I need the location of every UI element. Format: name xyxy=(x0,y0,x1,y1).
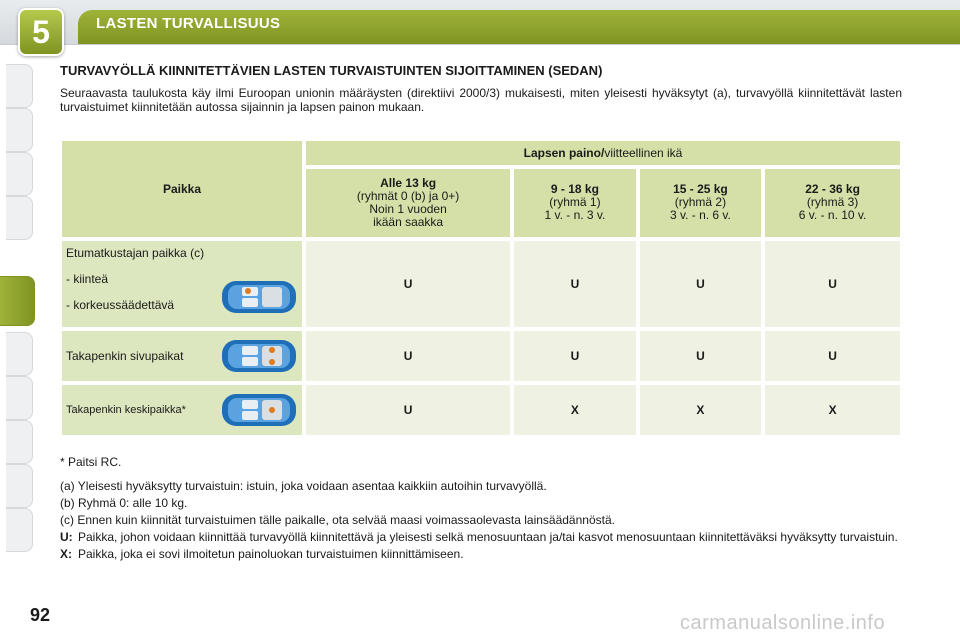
weight-age: Noin 1 vuoden xyxy=(369,201,447,216)
weight-range: 9 - 18 kg xyxy=(550,182,599,197)
side-tab[interactable] xyxy=(6,64,33,108)
table-cell: U xyxy=(765,331,900,381)
footnote-b: (b) Ryhmä 0: alle 10 kg. xyxy=(60,496,188,510)
child-seat-table xyxy=(58,137,904,439)
watermark: carmanualsonline.info xyxy=(680,612,886,634)
weight-age: 6 v. - n. 10 v. xyxy=(798,208,867,223)
chapter-number-badge: 5 xyxy=(18,8,64,56)
legend-x-text: Paikka, joka ei sovi ilmoitetun painoluokan turvaistuimen kiinnittämiseen. xyxy=(78,547,464,561)
seat-label-adjustable: - korkeussäädettävä xyxy=(66,298,175,312)
weight-header-label: Lapsen paino/ xyxy=(523,145,605,160)
weight-class-header xyxy=(514,169,636,237)
seat-label: Takapenkin sivupaikat xyxy=(66,349,184,363)
side-tab[interactable] xyxy=(6,152,33,196)
table-cell: U xyxy=(640,241,762,327)
chapter-title: LASTEN TURVALLISUUS xyxy=(96,15,281,32)
car-seat-diagram-icon xyxy=(220,336,298,376)
weight-range: 15 - 25 kg xyxy=(673,182,728,197)
intro-paragraph: Seuraavasta taulukosta käy ilmi Euroopan unionin määräysten (direktiivi 2000/3) mukaisesti, miten yleisesti hyväksytyt (a), turvavyöllä kiinnitettävät lasten turvaistuimet kiinnitetään autossa sijainnin ja lapsen painon mukaan. xyxy=(60,86,902,114)
legend-x xyxy=(60,547,906,561)
side-tab[interactable] xyxy=(6,108,33,152)
weight-class-header xyxy=(640,169,762,237)
table-cell: U xyxy=(306,241,510,327)
seat-label: Takapenkin keskipaikka* xyxy=(66,404,186,416)
legend-u-text: Paikka, johon voidaan kiinnittää turvavyöllä kiinnitettävä ja yleisesti selkä menosuuntaan ja/tai kasvot menosuuntaan kiinnitettäväksi hyväksytty turvaistuin. xyxy=(78,530,898,544)
weight-group: (ryhmät 0 (b) ja 0+) xyxy=(356,188,460,203)
seat-position-rear-side xyxy=(62,331,302,381)
table-cell: X xyxy=(514,385,636,435)
footnotes xyxy=(60,455,906,564)
side-tab[interactable] xyxy=(6,464,33,508)
car-seat-diagram-icon xyxy=(220,277,298,317)
weight-group: (ryhmä 1) xyxy=(549,195,601,210)
legend-u xyxy=(60,530,906,544)
table-cell: U xyxy=(306,385,510,435)
legend-x-key: X: xyxy=(60,547,72,561)
seat-label: Etumatkustajan paikka (c) xyxy=(66,246,205,260)
seat-label-fixed: - kiinteä xyxy=(66,272,109,286)
weight-header-sub: viitteellinen ikä xyxy=(604,145,683,160)
car-seat-diagram-icon xyxy=(220,390,298,430)
section-title: TURVAVYÖLLÄ KIINNITETTÄVIEN LASTEN TURVAISTUINTEN SIJOITTAMINEN (SEDAN) xyxy=(60,63,603,78)
footnote-c: (c) Ennen kuin kiinnität turvaistuimen tälle paikalle, ota selvää maasi voimassaolevasta lainsäädännöstä. xyxy=(60,513,615,527)
side-tab[interactable] xyxy=(6,196,33,240)
weight-age: 3 v. - n. 6 v. xyxy=(669,208,731,223)
weight-age-cont: ikään saakka xyxy=(373,214,444,229)
table-cell: U xyxy=(514,241,636,327)
table-cell: X xyxy=(640,385,762,435)
weight-header xyxy=(306,141,900,165)
side-tab[interactable] xyxy=(6,376,33,420)
footnote-a: (a) Yleisesti hyväksytty turvaistuin: istuin, joka voidaan asentaa kaikkiin autoihin turvavyöllä. xyxy=(60,479,547,493)
seat-position-front xyxy=(62,241,302,327)
weight-range: 22 - 36 kg xyxy=(805,182,860,197)
side-chapter-tabs xyxy=(0,60,34,580)
table-cell: U xyxy=(640,331,762,381)
weight-class-header xyxy=(765,169,900,237)
weight-age: 1 v. - n. 3 v. xyxy=(544,208,606,223)
page-number: 92 xyxy=(30,605,51,625)
side-tab[interactable] xyxy=(6,420,33,464)
weight-range: Alle 13 kg xyxy=(380,175,437,190)
table-cell: U xyxy=(765,241,900,327)
side-tab-active[interactable] xyxy=(0,276,35,326)
seat-position-rear-middle xyxy=(62,385,302,435)
weight-group: (ryhmä 2) xyxy=(674,195,727,210)
legend-u-key: U: xyxy=(60,530,73,544)
footnote-star: * Paitsi RC. xyxy=(60,455,122,469)
side-tab[interactable] xyxy=(6,332,33,376)
table-cell: U xyxy=(514,331,636,381)
seat-column-header: Paikka xyxy=(62,141,302,237)
weight-class-header xyxy=(306,169,510,237)
side-tab[interactable] xyxy=(6,508,33,552)
table-cell: X xyxy=(765,385,900,435)
page-header xyxy=(0,0,960,45)
weight-group: (ryhmä 3) xyxy=(806,195,859,210)
table-cell: U xyxy=(306,331,510,381)
